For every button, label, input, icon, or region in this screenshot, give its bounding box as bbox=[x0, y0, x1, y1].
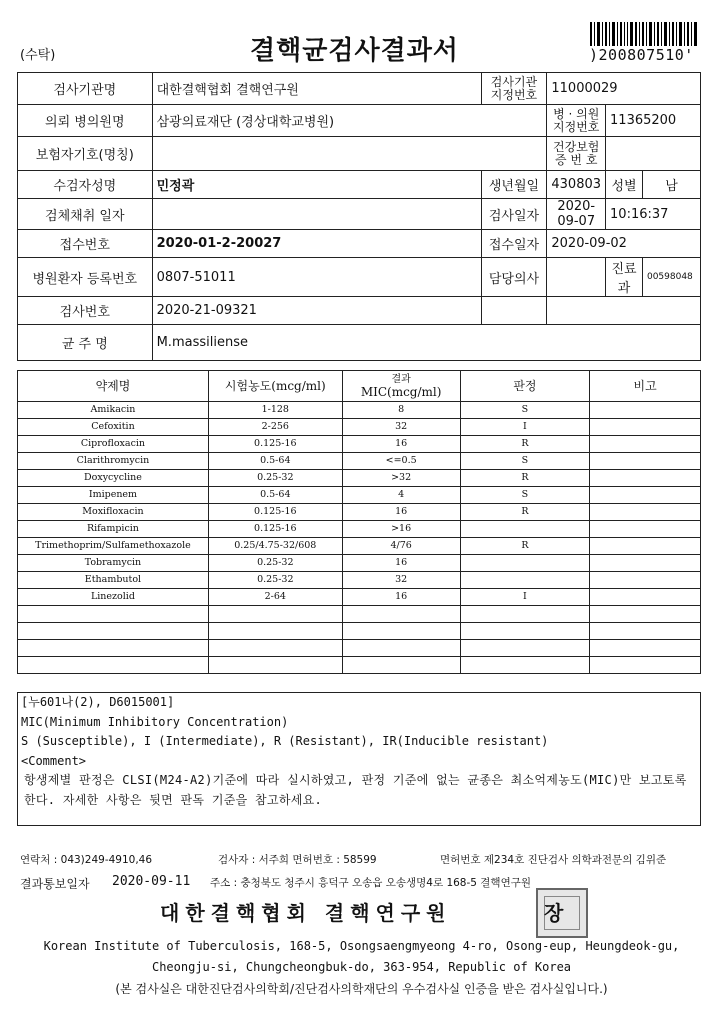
table-cell-drug: Ethambutol bbox=[18, 572, 209, 589]
table-cell-judge: I bbox=[460, 419, 590, 436]
table-cell-drug: Doxycycline bbox=[18, 470, 209, 487]
hospital-no-label bbox=[547, 105, 606, 137]
table-row bbox=[18, 606, 701, 623]
drug-susceptibility-table bbox=[17, 370, 701, 674]
table-cell-note bbox=[590, 436, 701, 453]
table-cell-mic bbox=[342, 657, 460, 674]
test-no-empty-1 bbox=[481, 297, 547, 325]
table-cell-conc: 2-256 bbox=[208, 419, 342, 436]
table-cell-judge bbox=[460, 657, 590, 674]
reg-no-label: 병원환자 등록번호 bbox=[18, 258, 153, 297]
birth-value: 430803 bbox=[547, 171, 606, 199]
table-row bbox=[18, 572, 701, 589]
comment-mic-def: MIC(Minimum Inhibitory Concentration) bbox=[21, 714, 289, 729]
test-no-label: 검사번호 bbox=[18, 297, 153, 325]
table-row bbox=[18, 657, 701, 674]
barcode-number: )200807510' bbox=[589, 46, 694, 64]
license-doctor: 면허번호 제234호 진단검사 의학과전문의 김위준 bbox=[440, 854, 667, 866]
table-cell-judge: R bbox=[460, 538, 590, 555]
table-cell-mic: 8 bbox=[342, 402, 460, 419]
table-cell-note bbox=[590, 657, 701, 674]
table-cell-judge bbox=[460, 572, 590, 589]
table-cell-drug: Imipenem bbox=[18, 487, 209, 504]
health-ins-value bbox=[606, 137, 701, 171]
insurer-value bbox=[152, 137, 547, 171]
comment-code: [누601나(2), D6015001] bbox=[21, 695, 175, 709]
address-en-line2: Cheongju-si, Chungcheongbuk-do, 363-954, Republic of Korea bbox=[151, 960, 572, 974]
info-row-dates bbox=[18, 199, 701, 230]
doctor-label: 담당의사 bbox=[481, 258, 547, 297]
table-cell-note bbox=[590, 538, 701, 555]
test-no-empty-2 bbox=[547, 297, 701, 325]
institution-label: 검사기관명 bbox=[18, 73, 153, 105]
table-cell-note bbox=[590, 402, 701, 419]
insurer-label: 보험자기호(명칭) bbox=[18, 137, 153, 171]
table-row bbox=[18, 470, 701, 487]
table-cell-conc bbox=[208, 640, 342, 657]
table-row bbox=[18, 623, 701, 640]
table-row bbox=[18, 640, 701, 657]
reg-no-value: 0807-51011 bbox=[152, 258, 481, 297]
table-cell-mic: 16 bbox=[342, 504, 460, 521]
hospital-value: 삼광의료재단 (경상대학교병원) bbox=[152, 105, 547, 137]
table-cell-drug: Amikacin bbox=[18, 402, 209, 419]
col-mic-header-line1: 결과 bbox=[391, 374, 411, 385]
document-title: 결핵균검사결과서 bbox=[250, 36, 459, 66]
table-cell-conc bbox=[208, 623, 342, 640]
table-cell-judge: R bbox=[460, 504, 590, 521]
table-cell-drug: Rifampicin bbox=[18, 521, 209, 538]
table-row bbox=[18, 504, 701, 521]
patient-label: 수검자성명 bbox=[18, 171, 153, 199]
table-cell-conc: 0.25-32 bbox=[208, 572, 342, 589]
hospital-no-label-line1: 병 · 의원 bbox=[553, 106, 600, 121]
receipt-date-label: 접수일자 bbox=[481, 230, 547, 258]
organization-title: 대한결핵협회 결핵연구원 bbox=[160, 901, 452, 925]
test-date-value: 2020-09-07 bbox=[547, 199, 606, 230]
table-cell-note bbox=[590, 572, 701, 589]
designation-label-line2: 지정번호 bbox=[490, 87, 538, 102]
info-row-institution bbox=[18, 73, 701, 105]
table-cell-conc: 0.25-32 bbox=[208, 555, 342, 572]
table-cell-judge: S bbox=[460, 487, 590, 504]
patient-info-table bbox=[17, 72, 701, 361]
hospital-no-value: 11365200 bbox=[606, 105, 701, 137]
receipt-date-value: 2020-09-02 bbox=[547, 230, 701, 258]
drug-table-header bbox=[18, 371, 701, 402]
table-cell-judge bbox=[460, 555, 590, 572]
table-cell-conc: 1-128 bbox=[208, 402, 342, 419]
info-row-test-no bbox=[18, 297, 701, 325]
table-cell-mic: >32 bbox=[342, 470, 460, 487]
report-date-value: 2020-09-11 bbox=[112, 874, 191, 889]
report-date-label: 결과통보일자 bbox=[20, 877, 90, 891]
table-cell-mic: 16 bbox=[342, 589, 460, 606]
table-cell-mic: 4 bbox=[342, 487, 460, 504]
organism-label: 균 주 명 bbox=[18, 325, 153, 361]
table-row bbox=[18, 402, 701, 419]
table-cell-drug: Trimethoprim/Sulfamethoxazole bbox=[18, 538, 209, 555]
health-ins-label-line2: 증 번 호 bbox=[555, 152, 598, 167]
designation-label-line1: 검사기관 bbox=[490, 74, 538, 89]
comment-legend: S (Susceptible), I (Intermediate), R (Resistant), IR(Inducible resistant) bbox=[21, 734, 549, 748]
dept-label: 진료과 bbox=[606, 258, 643, 297]
health-ins-label bbox=[547, 137, 606, 171]
table-cell-judge bbox=[460, 623, 590, 640]
table-cell-conc: 0.125-16 bbox=[208, 504, 342, 521]
info-row-registration bbox=[18, 258, 701, 297]
table-row bbox=[18, 555, 701, 572]
table-cell-judge: R bbox=[460, 470, 590, 487]
table-cell-note bbox=[590, 623, 701, 640]
sex-value: 남 bbox=[642, 171, 700, 199]
table-row bbox=[18, 589, 701, 606]
table-cell-drug bbox=[18, 657, 209, 674]
table-cell-mic bbox=[342, 640, 460, 657]
table-cell-drug: Moxifloxacin bbox=[18, 504, 209, 521]
table-cell-judge: R bbox=[460, 436, 590, 453]
table-cell-drug: Cefoxitin bbox=[18, 419, 209, 436]
table-cell-drug: Linezolid bbox=[18, 589, 209, 606]
table-cell-drug bbox=[18, 606, 209, 623]
info-row-patient bbox=[18, 171, 701, 199]
organization-title-seal-glyph: 장 bbox=[544, 901, 564, 925]
table-cell-mic bbox=[342, 623, 460, 640]
col-judge-header: 판정 bbox=[460, 371, 590, 402]
table-cell-mic bbox=[342, 606, 460, 623]
table-cell-judge bbox=[460, 521, 590, 538]
table-cell-drug: Clarithromycin bbox=[18, 453, 209, 470]
doctor-value bbox=[547, 258, 606, 297]
table-cell-mic: 32 bbox=[342, 419, 460, 436]
table-cell-conc: 2-64 bbox=[208, 589, 342, 606]
organism-value: M.massiliense bbox=[152, 325, 700, 361]
table-cell-conc: 0.125-16 bbox=[208, 521, 342, 538]
table-cell-conc: 0.5-64 bbox=[208, 487, 342, 504]
info-row-receipt bbox=[18, 230, 701, 258]
table-cell-conc bbox=[208, 657, 342, 674]
table-cell-drug bbox=[18, 640, 209, 657]
comment-body: 항생제별 판정은 CLSI(M24-A2)기준에 따라 실시하였고, 판정 기준에 없는 균종은 최소억제농도(MIC)만 보고토록 한다. 자세한 사항은 뒷면 판독 기준을 참고하세요. bbox=[24, 773, 687, 807]
birth-label: 생년월일 bbox=[481, 171, 547, 199]
info-row-hospital bbox=[18, 105, 701, 137]
table-cell-drug bbox=[18, 623, 209, 640]
table-row bbox=[18, 538, 701, 555]
table-cell-mic: <=0.5 bbox=[342, 453, 460, 470]
address-kr: 주소 : 충청북도 청주시 흥덕구 오송읍 오송생명4로 168-5 결핵연구원 bbox=[210, 877, 532, 889]
table-row bbox=[18, 436, 701, 453]
receipt-no-value: 2020-01-2-20027 bbox=[152, 230, 481, 258]
receipt-no-label: 접수번호 bbox=[18, 230, 153, 258]
table-cell-note bbox=[590, 606, 701, 623]
contact-info: 연락처 : 043)249-4910,46 bbox=[20, 854, 153, 866]
table-cell-drug: Tobramycin bbox=[18, 555, 209, 572]
table-cell-conc: 0.5-64 bbox=[208, 453, 342, 470]
table-cell-mic: 4/76 bbox=[342, 538, 460, 555]
address-en-line1: Korean Institute of Tuberculosis, 168-5, Osongsaengmyeong 4-ro, Osong-eup, Heungdeok-gu, bbox=[43, 939, 680, 953]
collect-value bbox=[152, 199, 481, 230]
examiner-info: 검사자 : 서주희 면허번호 : 58599 bbox=[218, 854, 377, 866]
table-cell-note bbox=[590, 521, 701, 538]
col-drug-header: 약제명 bbox=[18, 371, 209, 402]
table-cell-note bbox=[590, 453, 701, 470]
designation-value: 11000029 bbox=[547, 73, 701, 105]
test-no-value: 2020-21-09321 bbox=[152, 297, 481, 325]
table-cell-judge: S bbox=[460, 453, 590, 470]
info-row-insurer bbox=[18, 137, 701, 171]
hospital-no-label-line2: 지정번호 bbox=[553, 119, 600, 134]
col-note-header: 비고 bbox=[590, 371, 701, 402]
table-cell-note bbox=[590, 504, 701, 521]
table-cell-judge: S bbox=[460, 402, 590, 419]
table-cell-mic: >16 bbox=[342, 521, 460, 538]
col-conc-header: 시험농도(mcg/ml) bbox=[208, 371, 342, 402]
table-cell-conc: 0.25-32 bbox=[208, 470, 342, 487]
table-cell-mic: 32 bbox=[342, 572, 460, 589]
table-cell-note bbox=[590, 487, 701, 504]
table-cell-conc: 0.25/4.75-32/608 bbox=[208, 538, 342, 555]
table-cell-mic: 16 bbox=[342, 555, 460, 572]
hospital-label: 의뢰 병의원명 bbox=[18, 105, 153, 137]
table-cell-note bbox=[590, 555, 701, 572]
health-ins-label-line1: 건강보험 bbox=[553, 139, 600, 154]
table-cell-drug: Ciprofloxacin bbox=[18, 436, 209, 453]
test-time-value: 10:16:37 bbox=[606, 199, 701, 230]
col-mic-header-line2: MIC(mcg/ml) bbox=[360, 385, 442, 399]
table-cell-mic: 16 bbox=[342, 436, 460, 453]
institution-value: 대한결핵협회 결핵연구원 bbox=[152, 73, 481, 105]
collect-label: 검체채취 일자 bbox=[18, 199, 153, 230]
table-row bbox=[18, 419, 701, 436]
table-cell-note bbox=[590, 419, 701, 436]
col-mic-header bbox=[342, 371, 460, 402]
certification-note: (본 검사실은 대한진단검사의학회/진단검사의학재단의 우수검사실 인증을 받은 검사실입니다.) bbox=[115, 982, 608, 996]
table-cell-conc: 0.125-16 bbox=[208, 436, 342, 453]
table-cell-judge bbox=[460, 606, 590, 623]
dept-value: 00598048 bbox=[642, 258, 700, 297]
table-cell-judge bbox=[460, 640, 590, 657]
table-cell-note bbox=[590, 470, 701, 487]
sex-label: 성별 bbox=[606, 171, 643, 199]
consignment-mark: (수탁) bbox=[20, 48, 56, 63]
table-row bbox=[18, 487, 701, 504]
info-row-organism bbox=[18, 325, 701, 361]
table-row bbox=[18, 453, 701, 470]
test-date-label: 검사일자 bbox=[481, 199, 547, 230]
barcode-icon bbox=[590, 22, 698, 46]
table-cell-judge: I bbox=[460, 589, 590, 606]
comment-tag: <Comment> bbox=[21, 753, 87, 768]
table-cell-note bbox=[590, 589, 701, 606]
comment-box bbox=[17, 692, 701, 826]
designation-label bbox=[481, 73, 547, 105]
table-cell-note bbox=[590, 640, 701, 657]
table-cell-conc bbox=[208, 606, 342, 623]
patient-value: 민정곽 bbox=[152, 171, 481, 199]
table-row bbox=[18, 521, 701, 538]
